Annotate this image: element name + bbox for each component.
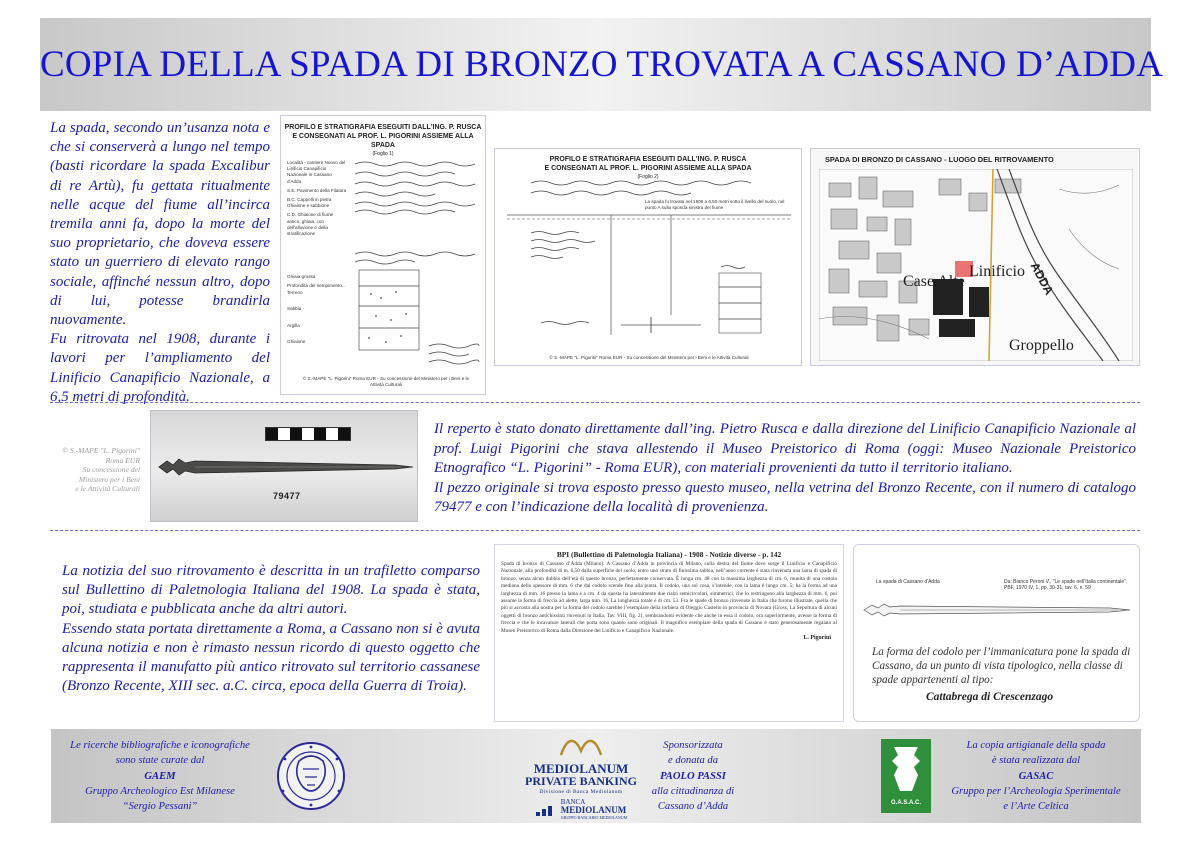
craft-org: GASAC [1018, 770, 1054, 782]
sheet-1-credit: © S.-MAPE "L. Pigorini" Roma EUR - Su concessione del Ministero per i Beni e le Attività Culturali [302, 376, 470, 387]
sheet-1-layer-label: Sabbia [287, 306, 302, 312]
typology-caption: La forma del codolo per l’immanicatura pone la spada di Cassano, da un punto di vista tipologico, nella classe di spade appartenenti al tipo: [872, 646, 1131, 686]
sheet-1-line: B.C. Cappelli in pietra Ghiaione e sabbione [287, 197, 332, 209]
donation-paragraph-2: Il pezzo originale si trova esposto presso questo museo, nella vetrina del Bronzo Recente, con il numero di catalogo 79477 e con l’indicazione della località di provenienza. [434, 479, 1136, 515]
sheet-2-number: (Foglio 2) [637, 174, 659, 180]
sheet-2-title-line-1: PROFILO E STRATIGRAFIA ESEGUITI DALL'ING. P. RUSCA [549, 156, 747, 163]
intro-text [50, 119, 270, 407]
stratigraphy-sheet-2 [494, 148, 802, 366]
research-org: GAEM [144, 770, 176, 782]
sheet-1-title-line-1: PROFILO E STRATIGRAFIA ESEGUITI DALL'ING. P. RUSCA [284, 124, 482, 131]
discovery-site-map [810, 148, 1140, 366]
craft-line: e l’Arte Celtica [1003, 801, 1069, 813]
museum-credit [52, 446, 140, 494]
map-river-label: ADDA [1027, 260, 1057, 298]
map-label: Case Alte [903, 273, 965, 290]
sheet-1-line: Profondità del riempimento... [287, 283, 346, 289]
typology-label-right: Da: Bianco Peroni V., "Le spade nell'Italia continentale", PBF, 1970 IV, 1, pp. 30-31, tav. 6, n. 59 [1004, 579, 1128, 591]
typology-sword-drawing [862, 599, 1134, 621]
sponsor-line: Sponsorizzata [663, 740, 723, 751]
bpi-signature: L. Pigorini [803, 635, 831, 642]
typology-panel [853, 544, 1140, 722]
bank-logo-line-2: MEDIOLANUM [560, 805, 627, 815]
bpi-header: BPI (Bullettino di Paletnologia Italiana) - 1908 - Notizie diverse - p. 142 [556, 550, 782, 559]
map-label: Groppello [1009, 337, 1074, 354]
bronze-sword [155, 447, 415, 487]
bank-logo-line-1: BANCA [560, 798, 586, 806]
section-divider [50, 402, 1140, 403]
sheet-1-layer-label: Argilla [287, 322, 300, 328]
museum-credit-line: © S.-MAPE "L. Pigorini" [62, 446, 140, 455]
sheet-2-note: La spada fu trovata nel 1908 a 6,50 metri sotto il livello del suolo, nel punto A sulla sponda sinistra del fiume [645, 199, 785, 211]
museum-credit-line: e le Attività Culturali [75, 484, 140, 494]
mediolanum-logo-top: MEDIOLANUM [533, 761, 629, 776]
mediolanum-logo-sub: Divisione di Banca Mediolanum [539, 789, 623, 795]
craft-credits [936, 738, 1136, 814]
sheet-1-line: C.D. Ghiaione di fiume antico, ghiaia, con dell'alluvione e della stratificazione [287, 212, 334, 237]
sheet-2-credit: © S.-MAPE "L. Pigorini" Roma EUR - Su concessione del Ministero per i Beni e le Attività Culturali [549, 355, 749, 360]
typology-type: Cattabrega di Crescenzago [926, 691, 1054, 703]
sheet-2-title-line-2: E CONSEGNATI AL PROF. L. PIGORINI ASSIEME ALLA SPADA [544, 165, 752, 172]
intro-paragraph-2: Fu ritrovata nel 1908, durante i lavori per l’ampliamento del Linificio Canapificio Nazionale, a 6,5 metri di profondità. [50, 331, 270, 405]
sheet-1-number: (Foglio 1) [372, 151, 394, 157]
mediolanum-logo-middle: PRIVATE BANKING [525, 774, 637, 788]
museum-credit-line: Ministero per i Beni [78, 474, 140, 484]
sponsor-line: e donata da [667, 755, 719, 767]
donation-paragraph-1: Il reperto è stato donato direttamente dall’ing. Pietro Rusca e dalla direzione del Linificio Canapificio Nazionale al prof. Luigi Pigorini che stava allestendo il Museo Preistorico di Roma (oggi: Museo Nazionale Preistorico Etnografico “L. Pigorini” - Roma EUR), con materiali provenienti da tutto il territorio italiano. [434, 421, 1136, 476]
bpi-body: Spada di bronzo di Cassano d’Adda (Milano). A Cassano d’Adda in provincia di Milano, sulla destra del fiume dove sorge il Linificio e Canapificio Nazionale, alla profondità di m. 6,50 dalla superficie del suolo, entro uno strato di finissima sabbia, nell’anno corrente è stata rinvenuta una lama di spada di bronzo, senza alcun dubbio dell’età di questo bronzo, perfettamente conservata. È lunga cm. 48 con la massima larghezza di cm. 6, munita di una costola mediana dello spessore di mm. 6 che dal codolo scende fino alla punta. Il codolo, una sol cosa, s’intende, con la lama è lungo cm. 5; ha la forma ad una larghezza di mm. 16 presso la lama e a cm. 4 da questa ha lateralmente due rialzi semicircolari, simmetrici, che lo restringono alla larghezza di mm. 6, poi assume la forma di freccia ad alette, larga mm. 16. La lunghezza totale è di cm. 53. Fra le spade di bronzo rinvenute in Italia che furono illustrate, quella che più si accosta alla nostra per la forma del codolo sarebbe l’esemplare della torbiera di Oleggio Castello in provincia di Novara (Gross, La Sepoltura di alcuni oggetti di bronzo antichissimi rinvenuti in Italia, Tav. VIII, fig. 2), sembrandomi evidente che anche in essa il codolo, ora superiormente, avesse la forma di freccia e che le incavature laterali che porta sono quanto sono originali. Il magnifico esemplare della spada di Cassano è stato generosamente regalato al Museo Preistorico di Roma dalla Direzione del Linificio e Canapificio Nazionale. [501, 561, 837, 634]
craft-line: La copia artigianale della spada [966, 740, 1106, 751]
museum-credit-line: Roma EUR [105, 455, 140, 465]
bpi-article [494, 544, 844, 722]
sponsor-line: Cassano d’Adda [657, 801, 729, 813]
museum-credit-line: Su concessione del [82, 465, 140, 475]
sword-photo [150, 410, 418, 522]
sponsor-credits [633, 738, 753, 814]
bank-dots-icon [535, 803, 557, 817]
footer-band [51, 729, 1141, 823]
gasac-logo [881, 739, 931, 813]
donation-text [434, 420, 1136, 518]
catalog-label: 79477 [273, 491, 301, 501]
news-paragraph-2: Essendo stata portata direttamente a Roma, a Cassano non si è avuta alcuna notizia e non è rimasto nessun ricordo di questo oggetto che rappresenta il manufatto più antico ritrovato sul territorio cassanese (Bronzo Recente, XIII sec. a.C. circa, epoca della Guerra di Troia). [62, 620, 480, 695]
intro-paragraph-1: La spada, secondo un’usanza nota e che si conserverà a lungo nel tempo (basti ricordare la spada Excalibur di re Artù), fu gettata ritualmente nelle acque del fiume all’incirca tremila anni fa, dopo la morte del suo proprietario, che doveva essere stato un guerriero di elevato rango sociale, affinché nessun altro, dopo di lui, potesse brandirla nuovamente. [50, 120, 270, 329]
research-line: Le ricerche bibliografiche e iconografiche [70, 740, 250, 751]
research-credits [65, 738, 255, 814]
map-title: SPADA DI BRONZO DI CASSANO - LUOGO DEL RITROVAMENTO [825, 155, 1054, 164]
stratigraphy-sheet-1 [280, 115, 486, 395]
page-title: COPIA DELLA SPADA DI BRONZO TROVATA A CASSANO D’ADDA [40, 44, 1164, 85]
craft-line: è stata realizzata dal [991, 755, 1081, 767]
news-paragraph-1: La notizia del suo ritrovamento è descritta in un trafiletto comparso sul Bullettino di Paletnologia Italiana del 1908. La spada è stata, poi, studiata e pubblicata anche da altri autori. [62, 563, 480, 618]
section-divider [50, 530, 1140, 531]
research-line: “Sergio Pessani” [122, 801, 198, 813]
map-label: Linificio [969, 263, 1025, 280]
sponsor-line: alla cittadinanza di [651, 785, 735, 797]
sheet-1-title-line-2: E CONSEGNATI AL PROF. L. PIGORINI ASSIEME ALLA SPADA [292, 133, 474, 149]
research-line: sono state curate dal [115, 755, 205, 767]
title-band [40, 18, 1164, 111]
typology-label-left: La spada di Cassano d'Adda [876, 579, 940, 585]
sheet-1-line: S.E. Pavimento della Filatura [287, 187, 347, 193]
news-text [62, 562, 480, 696]
sheet-1-layer-label: Ghiaia grossa [287, 274, 316, 279]
gasac-logo-text: G.A.S.A.C. [890, 800, 921, 806]
scale-bar [265, 427, 351, 441]
sponsor-name: PAOLO PASSI [660, 770, 726, 782]
mediolanum-m-icon [557, 733, 605, 757]
mediolanum-logo [521, 733, 641, 822]
gasac-vessel-icon [886, 743, 926, 795]
bank-logo-line-3: GRUPPO BANCARIO MEDIOLANUM [560, 815, 628, 820]
research-line: Gruppo Archeologico Est Milanese [85, 785, 235, 797]
sheet-1-line: Località - cantiere Nuovo del Linificio Canapificio Nazionale in Cassano d'Adda [287, 160, 346, 184]
sheet-1-layer-label: Terreno [287, 290, 303, 296]
sheet-1-handwriting [351, 156, 481, 376]
sheet-1-layer-label: Ghiaione [287, 338, 306, 344]
craft-line: Gruppo per l’Archeologia Sperimentale [951, 785, 1121, 797]
gaem-seal-icon [273, 739, 359, 813]
